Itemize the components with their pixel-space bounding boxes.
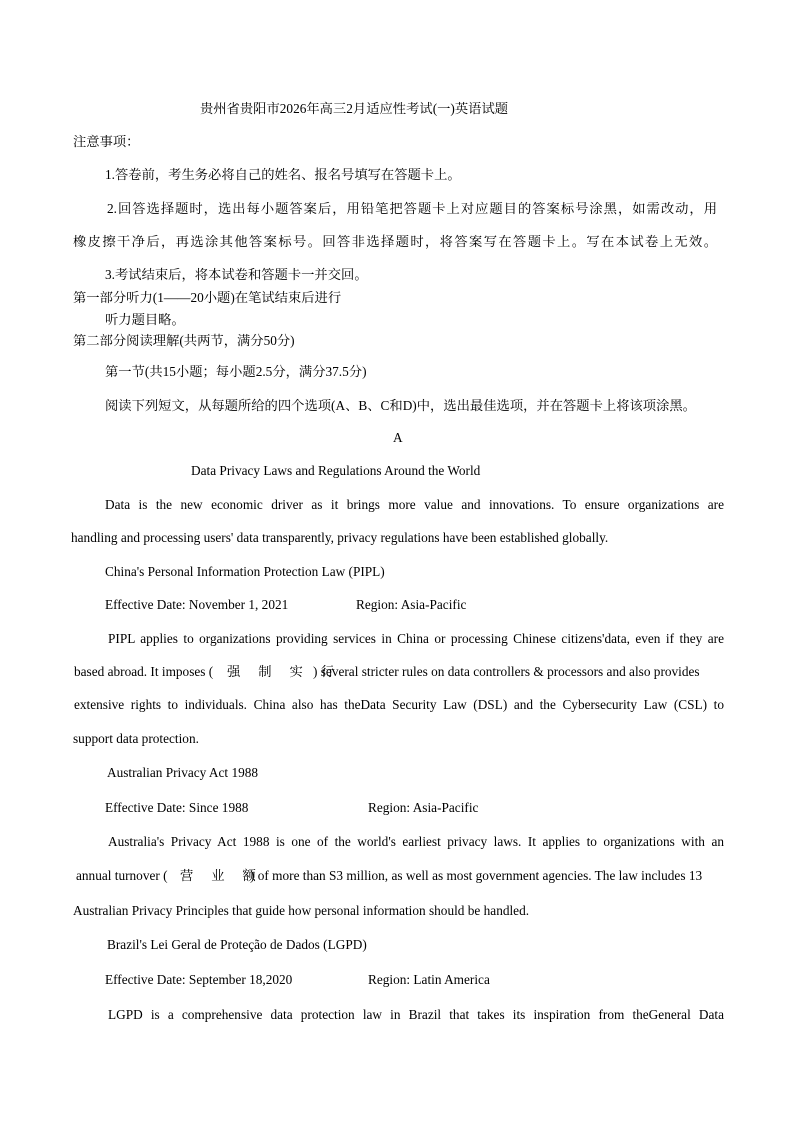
law-effective-date: Effective Date: November 1, 2021 (105, 597, 289, 612)
law-paragraph-line-1: PIPL applies to organizations providing services in China or processing Chinese citizens'data, even if they are (108, 631, 724, 646)
law-name: Australian Privacy Act 1988 (107, 765, 259, 780)
law-paragraph-line-1: Australia's Privacy Act 1988 is one of the world's earliest privacy laws. It applies to organizations with an (108, 834, 724, 849)
law-paragraph-line-3: extensive rights to individuals. China also has theData Security Law (DSL) and the Cybersecurity Law (CSL) to (74, 697, 724, 712)
law-region: Region: Latin America (368, 972, 490, 987)
part2-instruction: 阅读下列短文，从每题所给的四个选项(A、B、C和D)中，选出最佳选项，并在答题卡上将该项涂黑。 (105, 398, 696, 413)
part1-note: 听力题目略。 (105, 312, 185, 327)
passage-title: Data Privacy Laws and Regulations Around the World (191, 463, 481, 478)
passage-intro-line-1: Data is the new economic driver as it brings more value and innovations. To ensure organizations are (105, 497, 724, 512)
law-name: China's Personal Information Protection Law (PIPL) (105, 564, 385, 579)
law-paragraph-line-4: support data protection. (73, 731, 199, 746)
exam-title: 贵州省贵阳市2026年高三2月适应性考试(一)英语试题 (200, 101, 509, 116)
law-paragraph-line-2a: based abroad. It imposes ( (74, 664, 214, 679)
law-region: Region: Asia-Pacific (356, 597, 467, 612)
law-paragraph-line-1: LGPD is a comprehensive data protection law in Brazil that takes its inspiration from theGeneral Data (108, 1007, 724, 1022)
passage-intro-line-2: handling and processing users' data transparently, privacy regulations have been established globally. (71, 530, 609, 545)
law-paragraph-line-3: Australian Privacy Principles that guide how personal information should be handled. (73, 903, 530, 918)
law-effective-date: Effective Date: September 18,2020 (105, 972, 293, 987)
notice-item-2-line-2: 橡皮擦干净后，再选涂其他答案标号。回答非选择题时，将答案写在答题卡上。写在本试卷上无效。 (73, 234, 717, 249)
notice-item-2-line-1: 2.回答选择题时，选出每小题答案后，用铅笔把答题卡上对应题目的答案标号涂黑，如需改动，用 (107, 201, 717, 216)
notice-heading: 注意事项： (73, 134, 140, 149)
law-name: Brazil's Lei Geral de Proteção de Dados (LGPD) (107, 937, 367, 952)
part1-heading: 第一部分听力(1——20小题)在笔试结束后进行 (73, 290, 342, 305)
law-region: Region: Asia-Pacific (368, 800, 479, 815)
gloss-text: 强 制 实 行 (227, 664, 342, 679)
law-effective-date: Effective Date: Since 1988 (105, 800, 249, 815)
gloss-text: 营 业 额 (180, 868, 264, 883)
part2-section1: 第一节(共15小题；每小题2.5分，满分37.5分) (105, 364, 367, 379)
law-paragraph-line-2b: ) several stricter rules on data controllers & processors and also provides (313, 664, 700, 679)
law-paragraph-line-2b: ) of more than S3 million, as well as most government agencies. The law includes 13 (250, 868, 703, 883)
passage-letter: A (393, 430, 403, 445)
notice-item-3: 3.考试结束后，将本试卷和答题卡一并交回。 (105, 267, 368, 282)
notice-item-1: 1.答卷前，考生务必将自己的姓名、报名号填写在答题卡上。 (105, 167, 461, 182)
law-paragraph-line-2a: annual turnover ( (76, 868, 168, 883)
part2-heading: 第二部分阅读理解(共两节，满分50分) (73, 333, 295, 348)
